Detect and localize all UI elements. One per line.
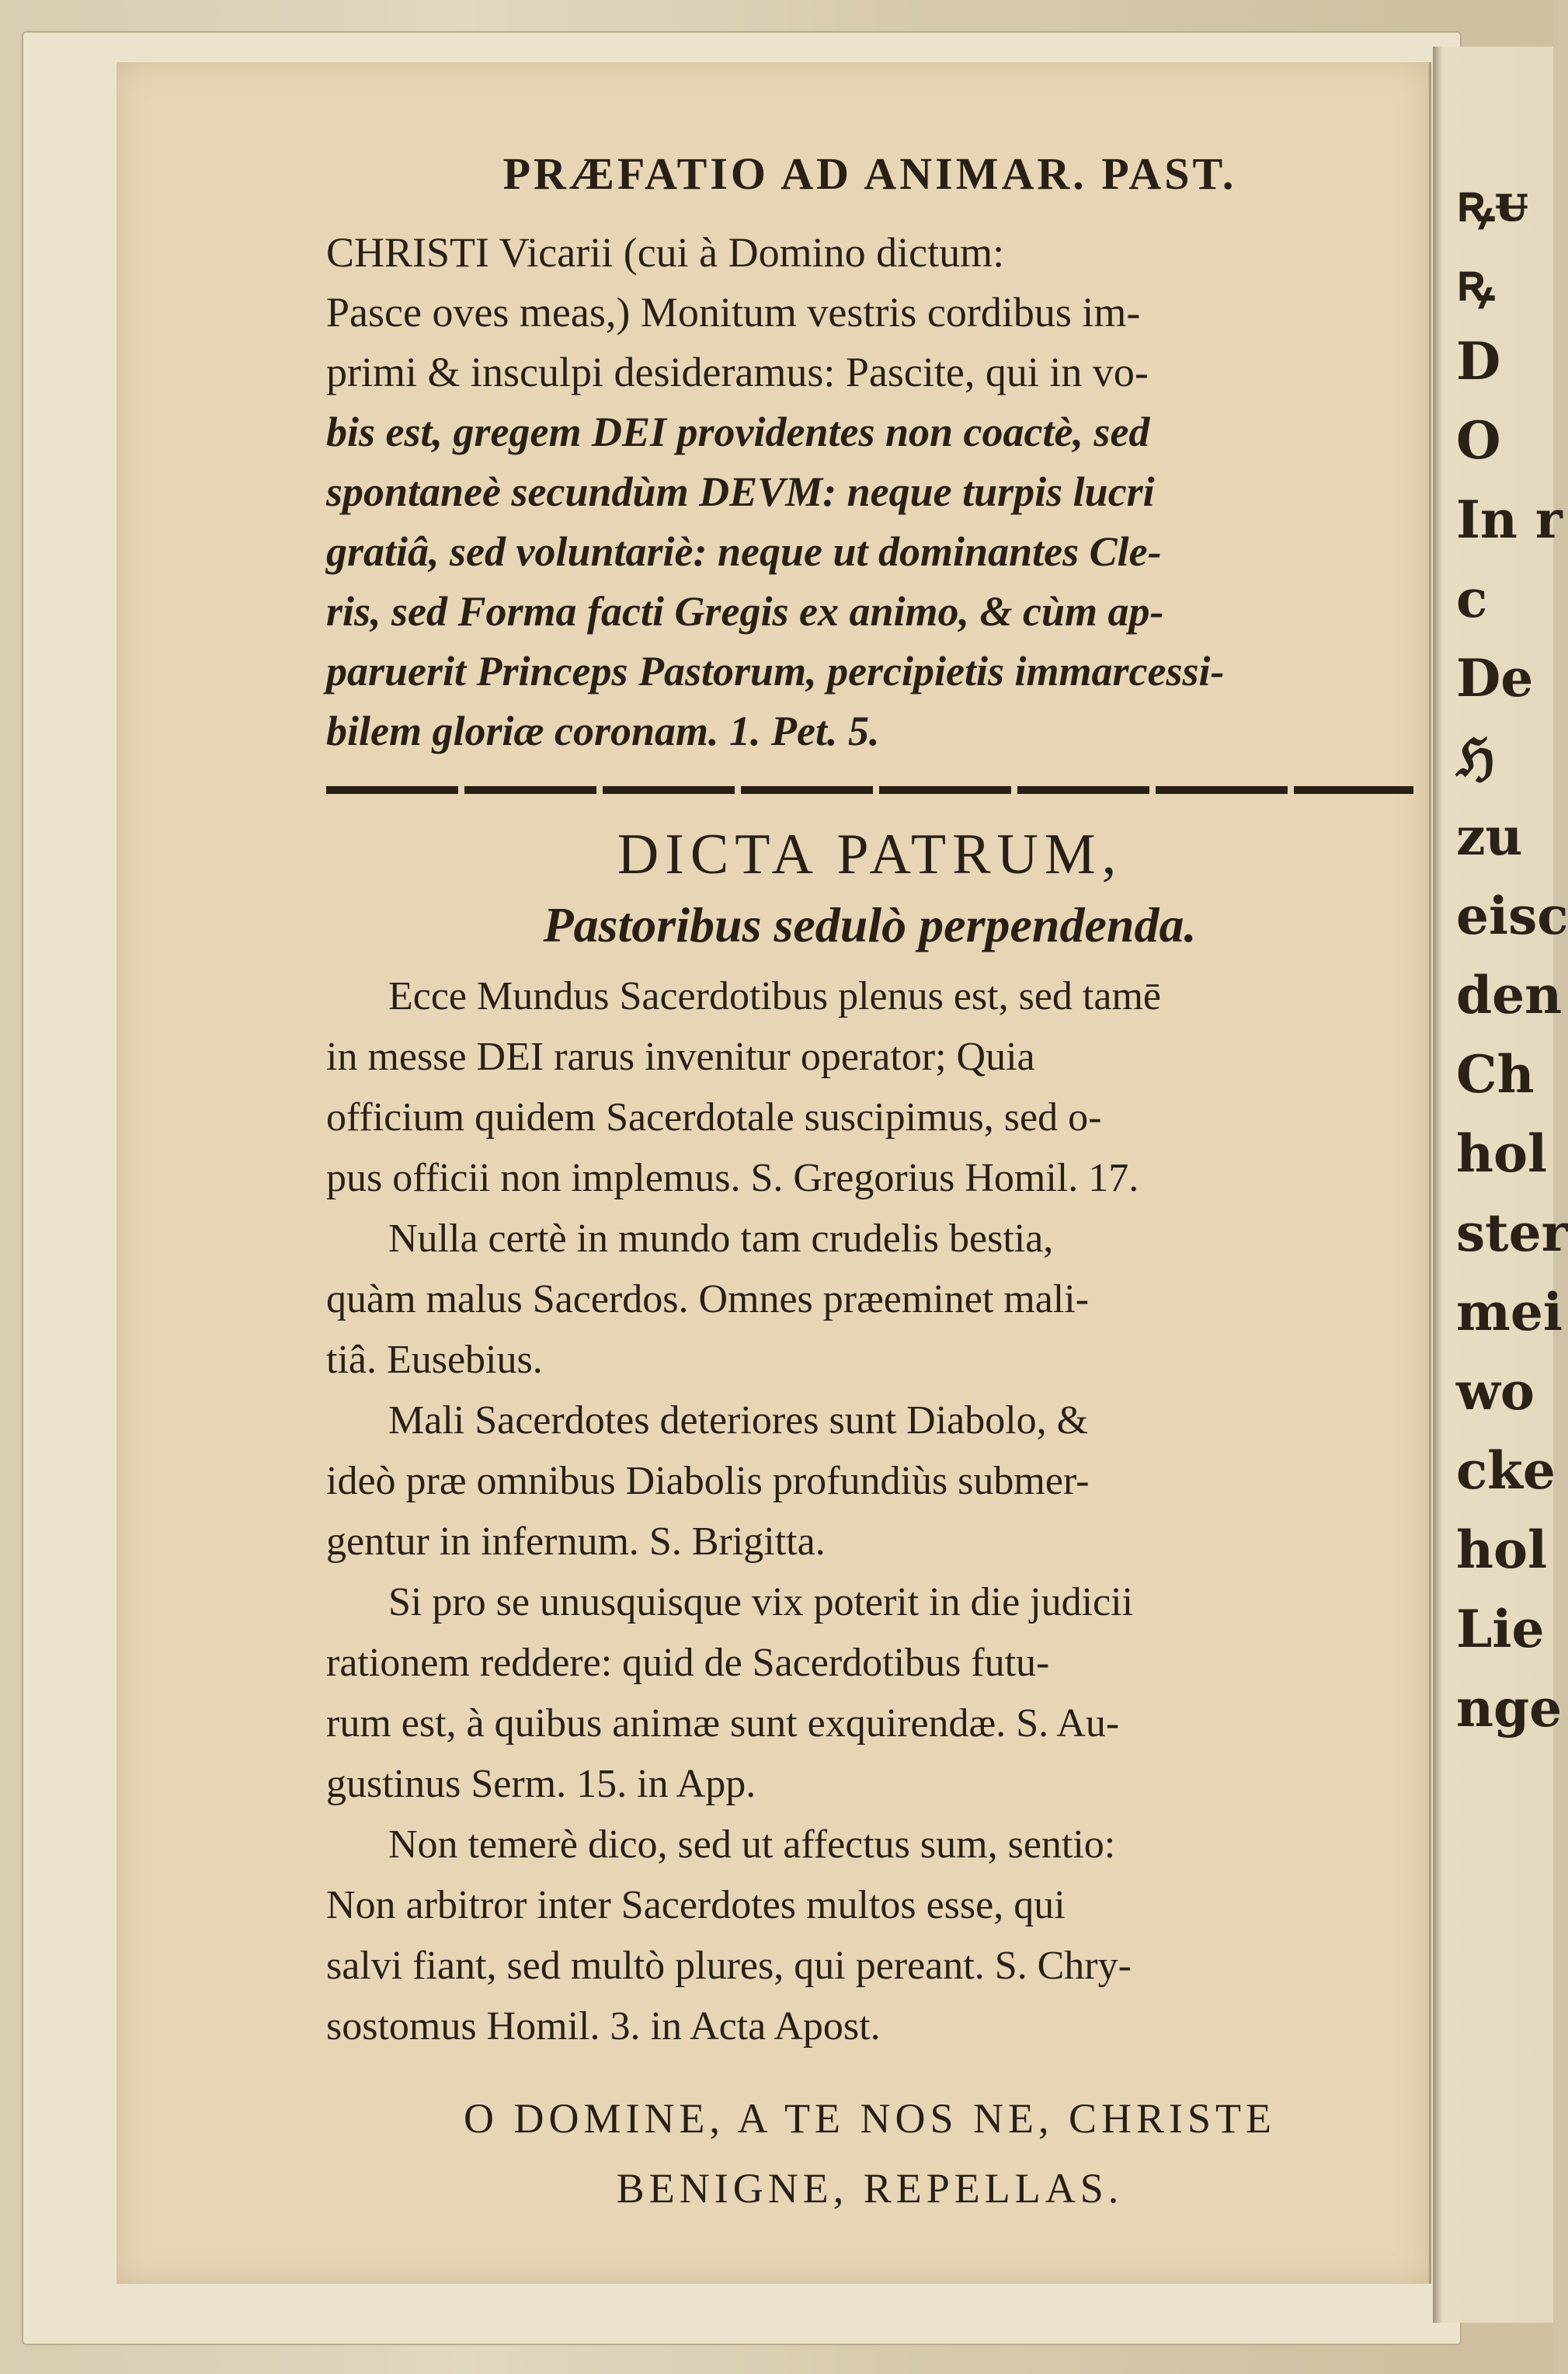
facing-fragment: cke [1456, 1440, 1556, 1501]
facing-fragment: mei [1456, 1282, 1563, 1342]
patristic-quote [326, 966, 1413, 1209]
facing-page-text [1456, 163, 1568, 1748]
running-head: PRÆFATIO AD ANIMAR. PAST. [502, 148, 1237, 199]
facing-fragment: De [1456, 648, 1534, 708]
facing-fragment: ℌ [1456, 727, 1495, 788]
intro-line: spontaneè secundùm DEVM: neque turpis lucri [326, 468, 1155, 515]
section-subtitle: Pastoribus sedulò perpendenda. [543, 897, 1197, 952]
patristic-quote [326, 1391, 1413, 1572]
section-title: DICTA PATRUM, [617, 823, 1123, 886]
quote-line: Ecce Mundus Sacerdotibus plenus est, sed tamē [388, 974, 1161, 1018]
patristic-quote [326, 1572, 1413, 1815]
closing-line-1: O DOMINE, A TE NOS NE, CHRISTE [463, 2095, 1277, 2142]
patristic-quote [326, 1209, 1413, 1391]
facing-fragment: eisc [1456, 886, 1568, 946]
facing-fragment: In r [1456, 489, 1563, 550]
quote-line: rum est, à quibus animæ sunt exquirendæ. S. Au- [326, 1701, 1120, 1746]
facing-fragment: hol [1456, 1123, 1548, 1184]
intro-line: bis est, gregem DEI providentes non coactè, sed [326, 409, 1150, 455]
facing-fragment: ꝶᵾ [1456, 172, 1528, 233]
facing-fragment: Lie [1456, 1599, 1545, 1659]
patristic-quote [326, 1815, 1413, 2057]
quote-line: tiâ. Eusebius. [326, 1338, 543, 1382]
facing-fragment: nge [1456, 1678, 1563, 1739]
quote-line: Non temerè dico, sed ut affectus sum, sentio: [388, 1822, 1116, 1867]
facing-fragment: D [1456, 331, 1501, 392]
intro-line: primi & insculpi desideramus: Pascite, qui in vo- [326, 349, 1149, 395]
intro-line: bilem gloriæ coronam. 1. Pet. 5. [326, 708, 880, 754]
quote-line: gustinus Serm. 15. in App. [326, 1762, 756, 1806]
intro-paragraph [326, 223, 1413, 761]
page-content [326, 148, 1413, 2223]
facing-fragment: hol [1456, 1519, 1548, 1580]
quote-line: in messe DEI rarus invenitur operator; Quia [326, 1035, 1035, 1079]
intro-line: ris, sed Forma facti Gregis ex animo, & cùm ap- [326, 588, 1164, 635]
intro-line: gratiâ, sed voluntariè: neque ut dominantes Cle- [326, 528, 1162, 575]
divider-rule [326, 786, 1413, 794]
quotes-list [326, 966, 1413, 2057]
quote-line: Non arbitror inter Sacerdotes multos esse, qui [326, 1883, 1066, 1927]
intro-line: Pasce oves meas,) Monitum vestris cordibus im- [326, 289, 1141, 336]
intro-line: CHRISTI Vicarii (cui à Domino dictum: [326, 229, 1005, 276]
facing-fragment: Ch [1456, 1044, 1535, 1105]
quote-line: sostomus Homil. 3. in Acta Apost. [326, 2004, 881, 2049]
facing-fragment: ꝶ [1456, 252, 1495, 312]
facing-fragment: den [1456, 965, 1563, 1025]
quote-line: Mali Sacerdotes deteriores sunt Diabolo, & [388, 1398, 1089, 1443]
closing-line-2: BENIGNE, REPELLAS. [616, 2165, 1124, 2212]
facing-fragment: c [1456, 569, 1488, 629]
quote-line: quàm malus Sacerdos. Omnes præeminet mali- [326, 1277, 1090, 1321]
quote-line: salvi fiant, sed multò plures, qui pereant. S. Chry- [326, 1944, 1132, 1988]
closing-invocation [326, 2083, 1413, 2223]
quote-line: gentur in infernum. S. Brigitta. [326, 1519, 826, 1564]
quote-line: ideò præ omnibus Diabolis profundiùs submer- [326, 1459, 1090, 1503]
quote-line: officium quidem Sacerdotale suscipimus, sed o- [326, 1095, 1102, 1140]
facing-fragment: wo [1456, 1361, 1535, 1422]
quote-line: rationem reddere: quid de Sacerdotibus futu- [326, 1641, 1050, 1685]
facing-fragment: ster [1456, 1203, 1568, 1263]
facing-page-edge [1433, 47, 1568, 2323]
quote-line: Nulla certè in mundo tam crudelis bestia, [388, 1217, 1054, 1261]
quote-line: Si pro se unusquisque vix poterit in die judicii [388, 1580, 1134, 1624]
facing-fragment: O [1456, 410, 1501, 471]
facing-fragment: zu [1456, 806, 1523, 867]
quote-line: pus officii non implemus. S. Gregorius Homil. 17. [326, 1156, 1139, 1200]
intro-line: paruerit Princeps Pastorum, percipietis immarcessi- [326, 648, 1225, 694]
